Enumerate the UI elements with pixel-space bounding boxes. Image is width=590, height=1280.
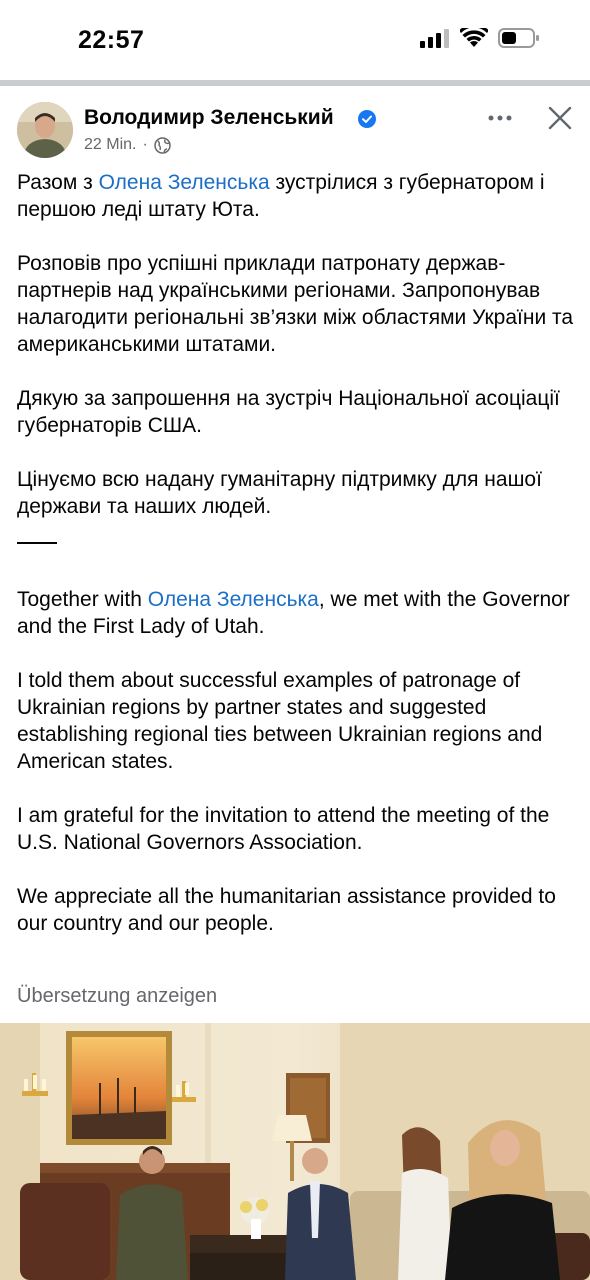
status-bar: [0, 0, 590, 80]
status-time: 22:57: [78, 26, 145, 54]
post-paragraph-uk-1: Разом з Олена Зеленська зустрілися з губернатором і першою леді штату Юта.: [17, 171, 545, 221]
post-header: [0, 86, 590, 166]
battery-icon: [498, 28, 540, 48]
status-icons: [420, 28, 540, 48]
globe-icon: [154, 137, 171, 154]
mention-link[interactable]: Олена Зеленська: [98, 171, 270, 194]
meta-separator: ·: [142, 136, 148, 153]
post-paragraph-uk-3: Дякую за запрошення на зустріч Національної асоціації губернаторів США.: [17, 387, 560, 437]
post-paragraph-en-2: I told them about successful examples of patronage of Ukrainian regions by partner states and suggested establishing regional ties between Ukrainian regions and American states.: [17, 669, 543, 773]
more-dots-icon: [488, 115, 512, 121]
more-options-button[interactable]: [486, 104, 514, 132]
close-icon: [546, 104, 574, 132]
close-button[interactable]: [546, 104, 574, 132]
post-text: [17, 169, 577, 937]
post-paragraph-en-4: We appreciate all the humanitarian assistance provided to our country and our people.: [17, 885, 556, 935]
show-translation-link[interactable]: Übersetzung anzeigen: [17, 985, 218, 1007]
post-paragraph-en-3: I am grateful for the invitation to attend the meeting of the U.S. National Governors Association.: [17, 804, 550, 854]
mention-link[interactable]: Олена Зеленська: [147, 588, 319, 611]
author-name[interactable]: Володимир Зеленський: [84, 106, 334, 129]
verified-badge-icon: [358, 110, 376, 133]
post-meta: [84, 136, 171, 154]
post-timestamp[interactable]: 22 Min.: [84, 136, 137, 153]
avatar[interactable]: [17, 102, 73, 158]
post-photo[interactable]: [0, 1023, 590, 1280]
cellular-signal-icon: [420, 28, 450, 48]
language-separator-line: [17, 542, 57, 544]
wifi-icon: [460, 28, 488, 48]
post-paragraph-uk-4: Цінуємо всю надану гуманітарну підтримку для нашої держави та наших людей.: [17, 468, 542, 518]
post-paragraph-en-1: Together with Олена Зеленська, we met with the Governor and the First Lady of Utah.: [17, 588, 570, 638]
post-paragraph-uk-2: Розповів про успішні приклади патронату держав-партнерів над українськими регіонами. Запропонував налагодити регіональні зв’язки між областями України та американськими штатами.: [17, 252, 574, 356]
